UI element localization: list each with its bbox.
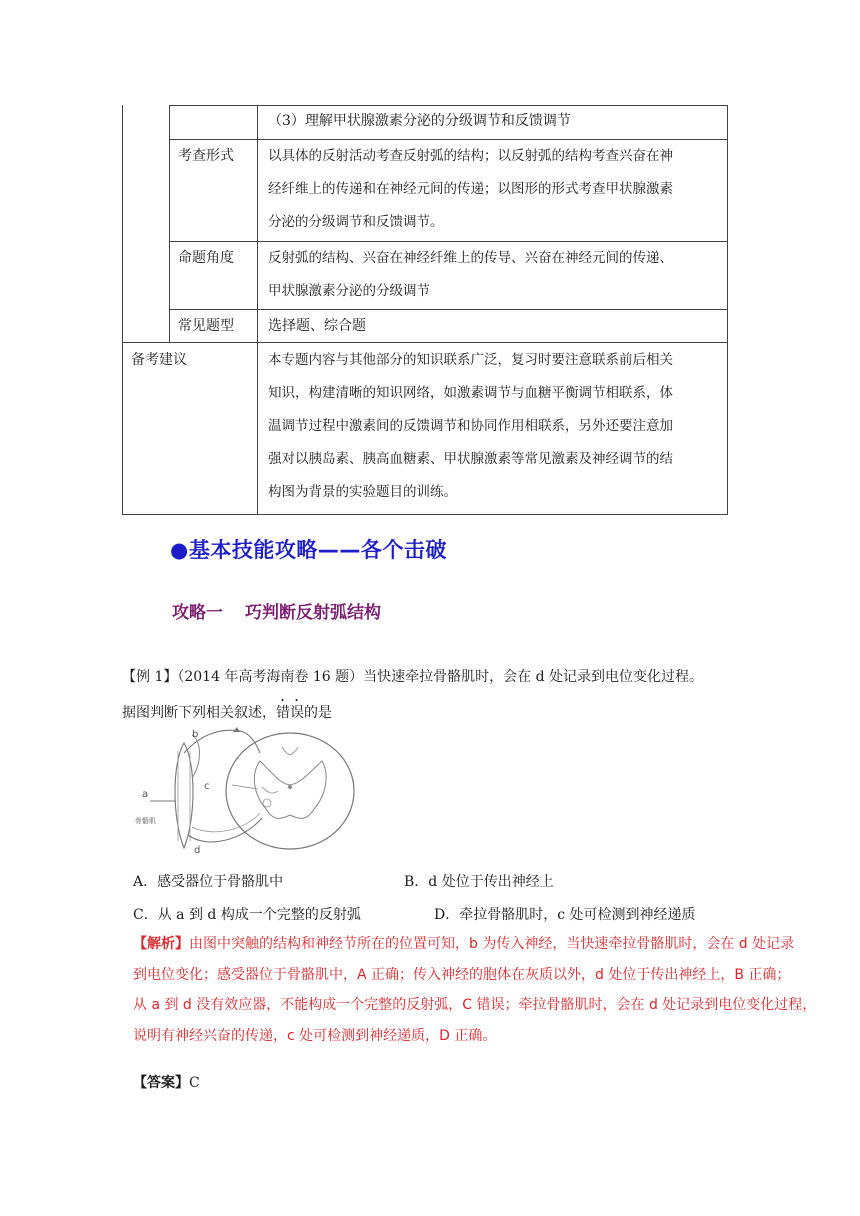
table-cell-exam-form-line3: 分泌的分级调节和反馈调节。 [268,214,444,230]
label-a: a [142,789,149,800]
analysis-line1: 【解析】由图中突触的结构和神经节所在的位置可知，b 为传入神经，当快速牵拉骨骼肌时，会在 d 处记录 [133,936,795,952]
table-cell-prep-advice-line1: 本专题内容与其他部分的知识联系广泛，复习时要注意联系前后相关 [268,352,673,368]
table-cell-question-angle-line2: 甲状腺激素分泌的分级调节 [268,283,430,299]
table-cell-objective-3: （3）理解甲状腺激素分泌的分级调节和反馈调节 [268,113,571,129]
emphasized-word: 错误 [276,705,304,721]
section-heading: ●基本技能攻略——各个击破 [170,538,447,562]
label-d: d [194,845,201,856]
table-cell-prep-advice-line4: 强对以胰岛素、胰高血糖素、甲状腺激素等常见激素及神经调节的结 [268,451,673,467]
table-label-prep-advice: 备考建议 [131,352,187,368]
table-cell-question-type: 选择题、综合题 [268,318,366,334]
analysis-line2: 到电位变化；感受器位于骨骼肌中，A 正确；传入神经的胞体在灰质以外，d 处位于传出神经上，B 正确； [133,966,791,983]
ganglion-marker [233,727,240,732]
exam-info-table [122,105,728,515]
option-c[interactable]: C．从 a 到 d 构成一个完整的反射弧 [133,907,361,923]
strategy-title: 巧判断反射弧结构 [245,603,381,623]
answer-line [133,1072,200,1092]
answer-label: 【答案】 [133,1075,189,1091]
reflex-arc-diagram [132,723,358,857]
question-stem-line2: 据图判断下列相关叙述，错误的是 [122,705,332,721]
question-stem-line1: 【例 1】（2014 年高考海南卷 16 题）当快速牵拉骨骼肌时，会在 d 处记录到电位变化过程。 [122,669,704,685]
table-label-question-type: 常见题型 [178,318,234,334]
analysis-block [133,929,845,1051]
label-b: b [192,729,199,740]
analysis-line4: 说明有神经兴奋的传递，c 处可检测到神经递质，D 正确。 [133,1027,497,1044]
option-d[interactable]: D．牵拉骨骼肌时，c 处可检测到神经递质 [434,907,696,923]
table-label-exam-form: 考查形式 [178,148,234,164]
table-cell-prep-advice-line5: 构图为背景的实验题目的训练。 [268,484,457,500]
analysis-line3: 从 a 到 d 没有效应器，不能构成一个完整的反射弧，C 错误；牵拉骨骼肌时，会在 d 处记录到电位变化过程， [133,997,817,1013]
strategy-number: 攻略一 [172,603,223,623]
table-cell-prep-advice-line3: 温调节过程中激素间的反馈调节和协同作用相联系，另外还要注意加 [268,418,673,434]
analysis-label: 【解析】 [133,936,189,952]
option-a[interactable]: A．感受器位于骨骼肌中 [133,874,284,890]
label-c: c [204,781,210,792]
table-cell-exam-form-line2: 经纤维上的传递和在神经元间的传递；以图形的形式考查甲状腺激素 [268,181,673,197]
label-muscle: 骨骼肌 [135,817,156,825]
table-cell-question-angle-line1: 反射弧的结构、兴奋在神经纤维上的传导、兴奋在神经元间的传递、 [268,250,673,266]
strategy-heading [172,598,381,623]
table-cell-prep-advice-line2: 知识，构建清晰的知识网络，如激素调节与血糖平衡调节相联系，体 [268,385,673,401]
option-b[interactable]: B．d 处位于传出神经上 [404,874,554,890]
table-label-question-angle: 命题角度 [178,250,234,266]
answer-value: C [189,1075,200,1091]
table-cell-exam-form-line1: 以具体的反射活动考查反射弧的结构；以反射弧的结构考查兴奋在神 [268,148,673,164]
